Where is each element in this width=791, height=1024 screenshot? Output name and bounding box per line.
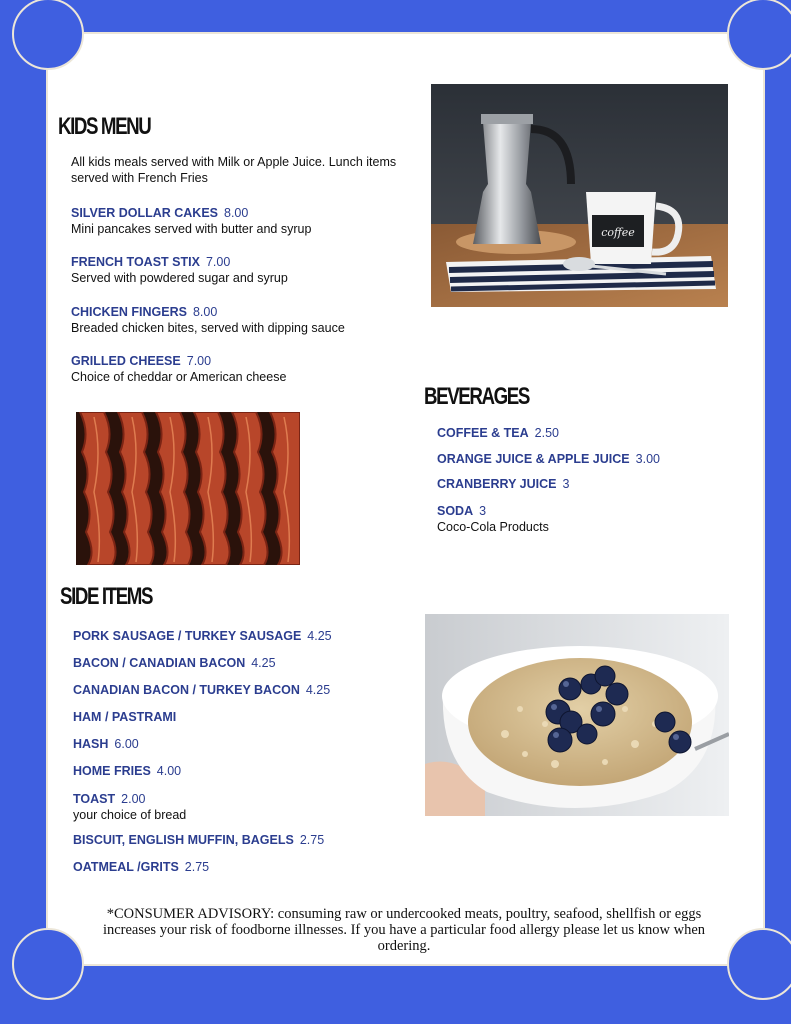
item-price: 7.00 bbox=[186, 354, 212, 368]
item-description: Coco-Cola Products bbox=[437, 520, 549, 534]
oatmeal-photo bbox=[425, 614, 729, 816]
item-name: HASH bbox=[73, 737, 109, 751]
item-description: Served with powdered sugar and syrup bbox=[71, 271, 288, 285]
item-price: 8.00 bbox=[224, 206, 249, 220]
item-name: CANADIAN BACON / TURKEY BACON bbox=[73, 683, 300, 697]
item-price: 3 bbox=[562, 477, 570, 491]
card-corner-notch bbox=[12, 0, 84, 70]
menu-item bbox=[73, 735, 139, 753]
menu-item bbox=[71, 253, 288, 286]
menu-item bbox=[73, 831, 324, 849]
card-corner-notch bbox=[727, 0, 791, 70]
item-price: 4.25 bbox=[251, 656, 276, 670]
menu-item bbox=[437, 424, 559, 442]
bacon-photo bbox=[76, 412, 300, 565]
item-name: CHICKEN FINGERS bbox=[71, 305, 187, 319]
card-corner-notch bbox=[727, 928, 791, 1000]
item-price: 2.75 bbox=[299, 833, 325, 847]
item-price: 3.00 bbox=[635, 452, 660, 466]
mug-label: coffee bbox=[601, 226, 635, 239]
item-price: 4.25 bbox=[305, 683, 331, 697]
item-name: COFFEE & TEA bbox=[437, 426, 529, 440]
item-name: PORK SAUSAGE / TURKEY SAUSAGE bbox=[73, 629, 302, 643]
item-price: 7.00 bbox=[205, 255, 231, 269]
menu-item bbox=[71, 204, 311, 237]
kids-menu-heading: KIDS MENU bbox=[58, 113, 151, 140]
item-price: 2.50 bbox=[534, 426, 560, 440]
item-description: Mini pancakes served with butter and syrup bbox=[71, 222, 312, 236]
side-items-heading: SIDE ITEMS bbox=[60, 583, 153, 610]
menu-item bbox=[73, 790, 186, 823]
item-price: 6.00 bbox=[114, 737, 139, 751]
item-name: SILVER DOLLAR CAKES bbox=[71, 206, 218, 220]
menu-item bbox=[73, 708, 182, 726]
item-name: TOAST bbox=[73, 792, 116, 806]
menu-item bbox=[73, 681, 330, 699]
item-name: CRANBERRY JUICE bbox=[437, 477, 557, 491]
menu-item bbox=[437, 475, 569, 493]
menu-item bbox=[73, 762, 181, 780]
item-name: BACON / CANADIAN BACON bbox=[73, 656, 246, 670]
item-description: your choice of bread bbox=[73, 808, 187, 822]
item-name: BISCUIT, ENGLISH MUFFIN, BAGELS bbox=[73, 833, 294, 847]
consumer-advisory: *CONSUMER ADVISORY: consuming raw or undercooked meats, poultry, seafood, shellfish or eggs increases your risk of foodborne illnesses. If you have a particular food allergy please let us know when ordering. bbox=[102, 906, 706, 954]
menu-item bbox=[71, 303, 345, 336]
item-price: 4.00 bbox=[156, 764, 182, 778]
beverages-heading: BEVERAGES bbox=[424, 383, 529, 410]
item-name: SODA bbox=[437, 504, 474, 518]
item-name: HAM / PASTRAMI bbox=[73, 710, 177, 724]
item-price: 2.75 bbox=[184, 860, 210, 874]
menu-item bbox=[437, 450, 660, 468]
item-name: FRENCH TOAST STIX bbox=[71, 255, 200, 269]
item-price: 8.00 bbox=[192, 305, 218, 319]
item-name: OATMEAL /GRITS bbox=[73, 860, 179, 874]
item-description: Choice of cheddar or American cheese bbox=[71, 370, 287, 384]
menu-item bbox=[73, 858, 209, 876]
coffee-photo bbox=[431, 84, 728, 307]
item-description: Breaded chicken bites, served with dipping sauce bbox=[71, 321, 345, 335]
menu-item bbox=[73, 627, 332, 645]
item-name: HOME FRIES bbox=[73, 764, 151, 778]
item-price: 4.25 bbox=[307, 629, 332, 643]
item-price: 2.00 bbox=[121, 792, 146, 806]
card-corner-notch bbox=[12, 928, 84, 1000]
menu-item bbox=[437, 502, 549, 535]
menu-item bbox=[73, 654, 276, 672]
menu-item bbox=[71, 352, 286, 385]
item-price: 3 bbox=[479, 504, 487, 518]
item-name: GRILLED CHEESE bbox=[71, 354, 181, 368]
item-name: ORANGE JUICE & APPLE JUICE bbox=[437, 452, 630, 466]
kids-menu-intro: All kids meals served with Milk or Apple Juice. Lunch items served with French Fries bbox=[71, 155, 397, 185]
